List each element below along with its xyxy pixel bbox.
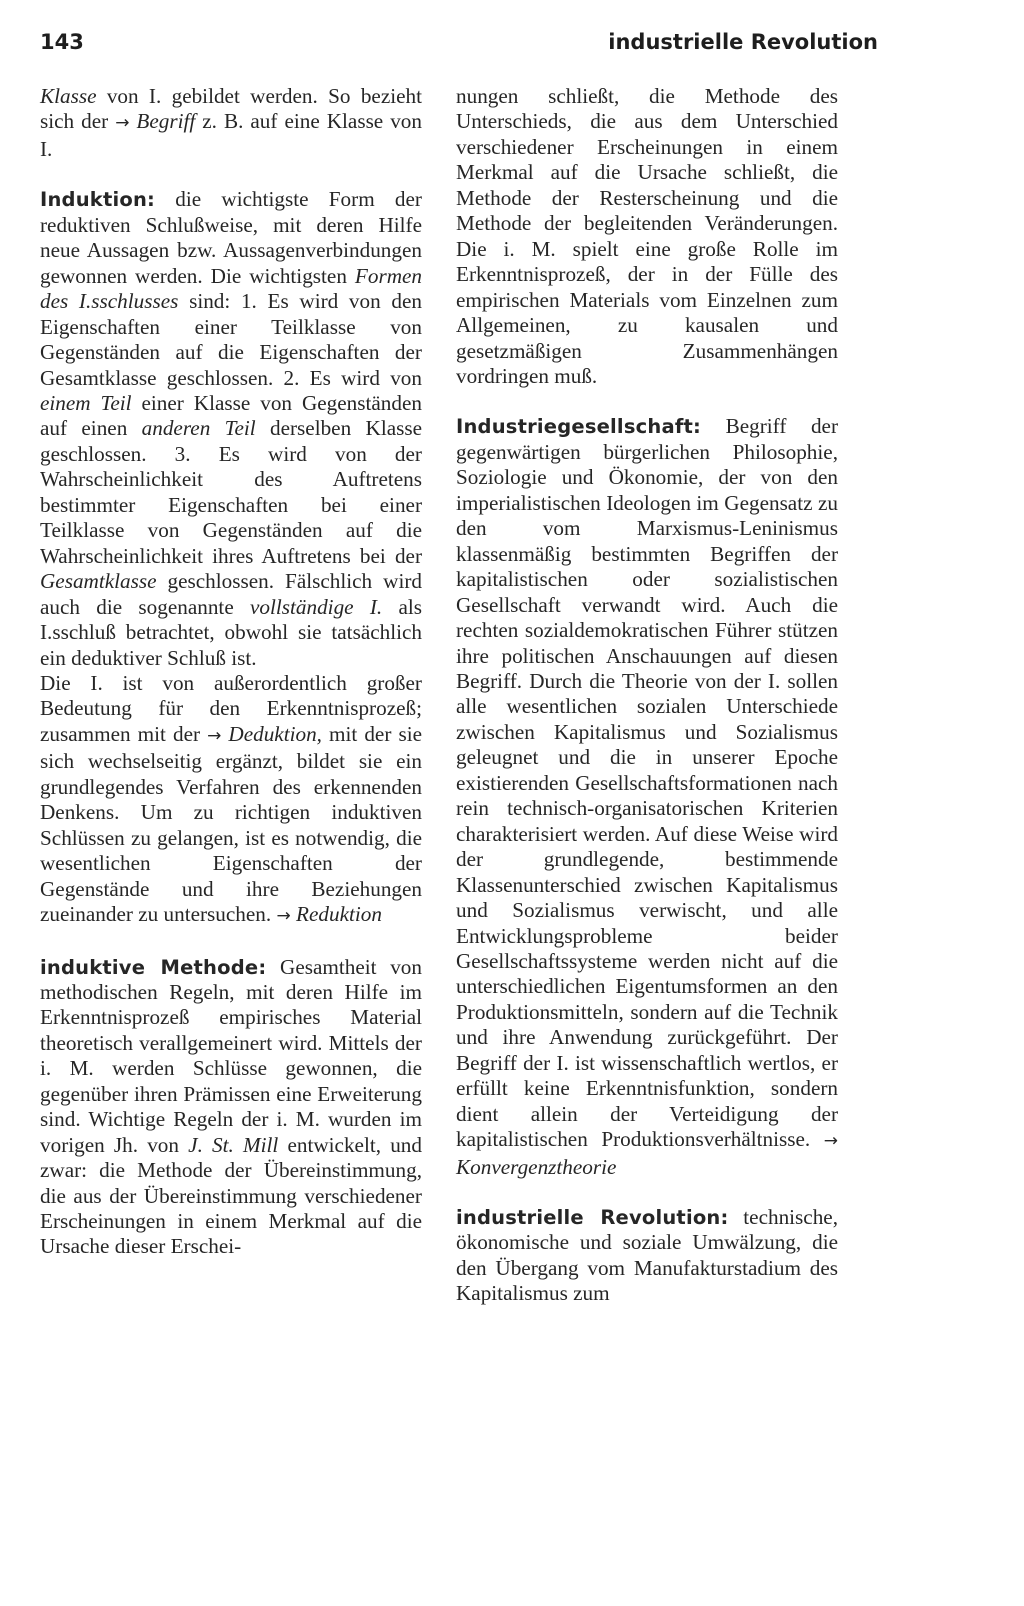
page-header xyxy=(40,30,878,54)
body-text: Begriff der gegenwärtigen bürgerlichen Philosophie, Soziologie und Ökonomie, der von den imperialistischen Ideologen im Gegensatz zu den vom Marxismus-Leninismus klassenmäßig bestimmten Begriffen der kapitalistischen oder sozialistischen Gesellschaft verwandt wird. Auch die rechten sozialdemokratischen Führer stützen ihre politischen Anschauungen auf diesen Begriff. Durch die Theorie von der I. sollen alle wesentlichen sozialen Unterschiede zwischen Kapitalismus und Sozialismus geleugnet und die in unserer Epoche existierenden Gesellschaftsformationen nach rein technisch-organisatorischen Kriterien charakterisiert werden. Auf diese Weise wird der grundlegende, bestimmende Klassenunterschied zwischen Kapitalismus und Sozialismus verwischt, und alle Entwicklungsprobleme beider Gesellschaftssysteme werden nicht auf die unterschiedlichen Eigentumsformen an den Produktionsmitteln, sondern auf die Technik und ihre Anwendung zurückgeführt. Der Begriff der I. ist wissenschaftlich wertlos, er erfüllt keine Erkenntnisfunktion, sondern dient allein der Verteidigung der kapitalistischen Produktionsverhältnisse. xyxy=(456,414,838,1152)
italic-text: vollständige I. xyxy=(250,594,383,619)
italic-text: Klasse xyxy=(40,84,97,108)
page-number: 143 xyxy=(40,30,84,54)
italic-text: anderen Teil xyxy=(141,416,256,441)
body-text: mit der sie sich wechselseitig ergänzt, bildet sie ein grundlegendes Verfahren des erkennenden Denkens. Um zu richtigen induktiven Schlüssen zu gelangen, ist es notwendig, die wesentlichen Eigenschaften der Gegenstände und ihre Beziehungen zueinander zu untersuchen. xyxy=(40,721,422,927)
entry-industriegesellschaft xyxy=(456,414,838,1180)
entry-continuation: nungen schließt, die Methode des Unterschieds, die aus dem Unterschied verschiedener Erscheinungen in einem Merkmal auf die Ursache schließt, die Methode der Resterscheinung und die Methode der begleitenden Veränderungen. Die i. M. spielt eine große Rolle im Erkenntnisprozeß, der in der Fülle des empirischen Materials vom Einzelnen zum Allgemeinen, zu kausalen und gesetzmäßigen Zusammenhängen vordringen muß. xyxy=(456,84,838,388)
entry-term: Industriegesellschaft: xyxy=(456,415,702,439)
cross-reference-link[interactable]: Begriff xyxy=(129,109,196,134)
italic-text: Formen des I.sschlusses xyxy=(40,263,422,314)
right-column xyxy=(456,84,838,1307)
entry-industrielle-revolution xyxy=(456,1205,838,1307)
body-text: sind: 1. Es wird von den Eigenschaften einer Teilklasse von Gegenständen auf die Eigenschaften der Gesamtklasse geschlossen. 2. Es wird von xyxy=(40,289,422,390)
body-text: derselben Klasse geschlossen. 3. Es wird von der Wahrscheinlichkeit des Auftretens bestimmter Eigenschaften bei einer Teilklasse von Gegenständen auf die Wahrscheinlichkeit ihres Auftretens bei der xyxy=(40,416,423,568)
body-text: als I.sschluß betrachtet, obwohl sie tatsächlich ein deduktiver Schluß ist. xyxy=(40,594,422,670)
cross-reference-link[interactable]: Konvergenztheorie xyxy=(456,1154,617,1179)
entry-continuation xyxy=(40,84,422,162)
cross-reference-arrow-icon: → xyxy=(115,113,130,134)
cross-reference-link[interactable]: Reduktion xyxy=(290,902,382,927)
left-column xyxy=(40,84,422,1260)
cross-reference-arrow-icon: → xyxy=(823,1131,838,1152)
cross-reference-arrow-icon: → xyxy=(207,725,222,746)
italic-text: einem Teil xyxy=(40,390,132,415)
italic-text: Gesamtklasse xyxy=(40,569,157,594)
body-text: technische, ökonomische und soziale Umwälzung, die den Übergang vom Manufakturstadium des Kapitalismus zum xyxy=(456,1205,838,1306)
italic-text: J. St. Mill xyxy=(188,1132,279,1157)
body-text: geschlossen. Fälschlich wird auch die sogenannte xyxy=(40,569,422,619)
cross-reference-arrow-icon: → xyxy=(276,906,291,927)
entry-induktive-methode xyxy=(40,955,422,1260)
body-text: einer Klasse von Gegenständen auf einen xyxy=(40,390,422,441)
body-text: die wichtigste Form der reduktiven Schlußweise, mit deren Hilfe neue Aussagen bzw. Aussagenverbindungen gewonnen werden. Die wichtigsten xyxy=(40,187,422,288)
body-text: Die I. ist von außerordentlich großer Bedeutung für den Erkenntnisprozeß; zusammen mit der xyxy=(40,670,422,746)
running-title: industrielle Revolution xyxy=(608,30,878,54)
body-text: entwickelt, und zwar: die Methode der Übereinstimmung, die aus der Übereinstimmung verschiedener Erscheinungen in einem Merkmal auf die Ursache dieser Erschei- xyxy=(40,1132,422,1259)
entry-induktion xyxy=(40,187,422,671)
entry-term: induktive Methode: xyxy=(40,955,267,979)
entry-term: Induktion: xyxy=(40,188,156,212)
cross-reference-link[interactable]: Deduktion, xyxy=(221,721,322,746)
body-text: z. B. auf eine Klasse von I. xyxy=(40,109,422,161)
body-text: von I. gebildet werden. So bezieht sich der xyxy=(40,84,422,134)
entry-induktion-paragraph-2 xyxy=(40,671,422,930)
entry-term: industrielle Revolution: xyxy=(456,1206,729,1230)
body-text: Gesamtheit von methodischen Regeln, mit deren Hilfe im Erkenntnisprozeß empirisches Material theoretisch verallgemeinert wird. Mittels der i. M. werden Schlüsse gewonnen, die gegenüber ihren Prämissen eine Erweiterung sind. Wichtige Regeln der i. M. wurden im vorigen Jh. von xyxy=(40,954,422,1157)
